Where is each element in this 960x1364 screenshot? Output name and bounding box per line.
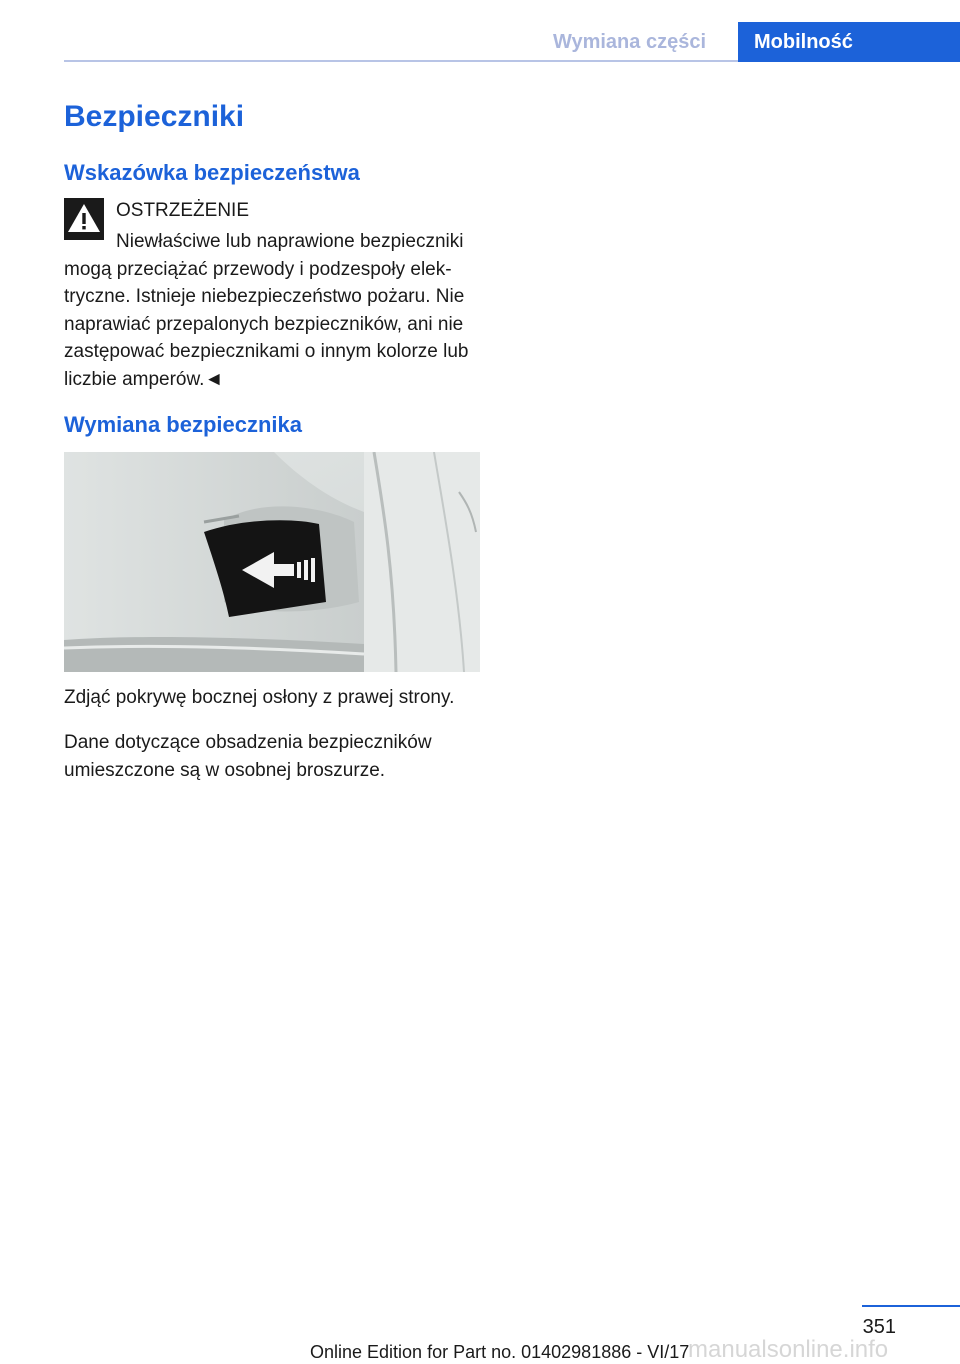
note-text: Dane dotyczące obsadzenia bezpieczników umieszczone są w osobnej broszurze. [64, 732, 432, 781]
page-title: Bezpieczniki [64, 100, 245, 133]
edition-line: Online Edition for Part no. 01402981886 - VI/17 [310, 1342, 690, 1362]
replace-fuse-heading: Wymiana bezpiecznika [64, 412, 303, 437]
watermark: manualsonline.info [688, 1336, 889, 1363]
safety-heading: Wskazówka bezpieczeństwa [64, 160, 360, 185]
fuse-cover-photo [64, 452, 480, 672]
page-number: 351 [862, 1316, 896, 1338]
step-text: Zdjąć pokrywę bocznej osłony z prawej strony. [64, 687, 455, 708]
section-tab[interactable]: Wymiana części [552, 31, 706, 53]
warning-text: Niewłaściwe lub naprawione bezpieczniki mogą przeciążać przewody i podzespoły elektryczne. Istnieje niebezpieczeństwo pożaru. Nie naprawiać przepalonych bezpieczników, ani nie zastępować bezpiecznikami o innym kolorze lub liczbie amperów.◄ [64, 231, 469, 390]
chapter-tab[interactable]: Mobilność [738, 22, 960, 62]
footer-rule [862, 1305, 960, 1307]
warning-label: OSTRZEŻENIE [116, 200, 250, 221]
